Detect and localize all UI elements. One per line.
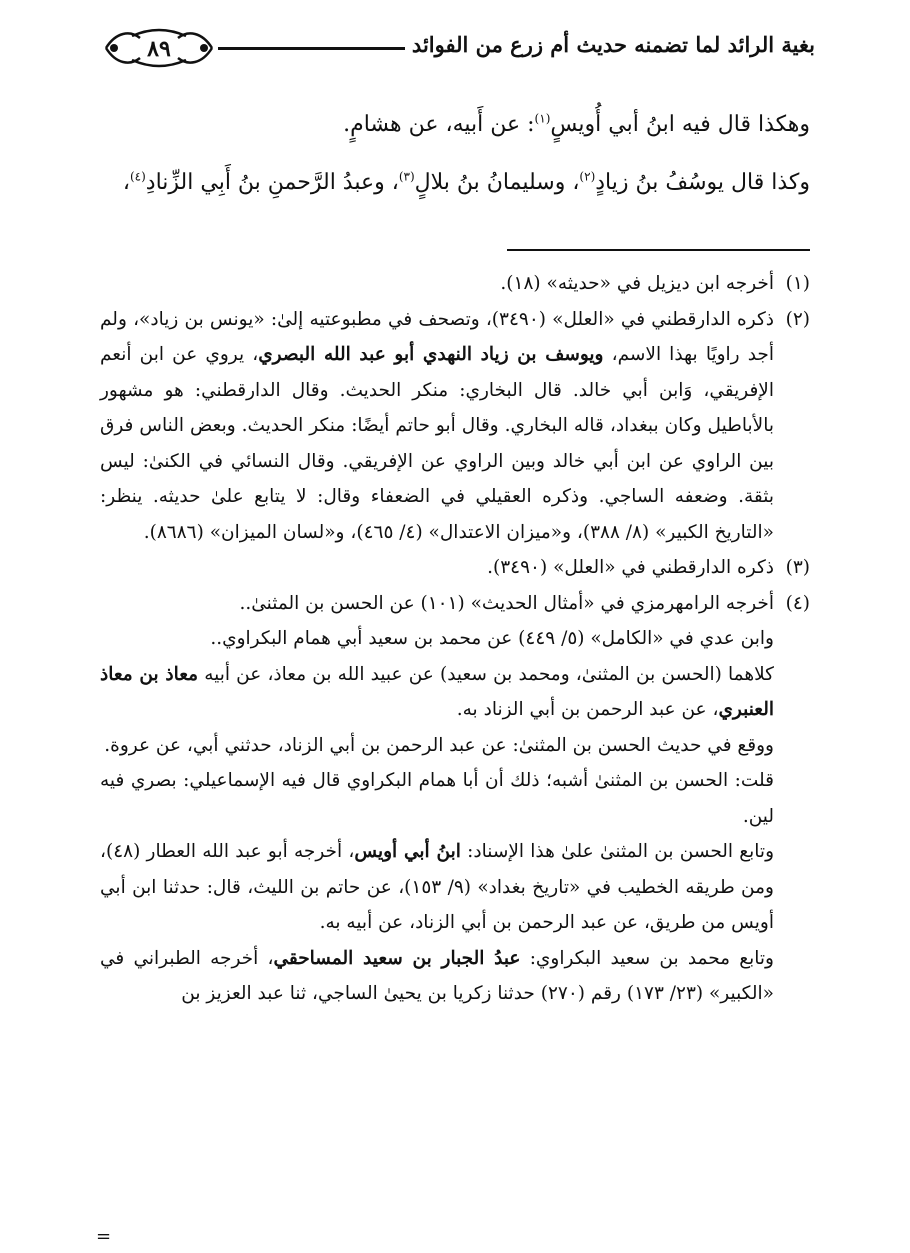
footnote-ref: (١) (534, 111, 551, 126)
footnote-ref: (٤) (129, 169, 146, 184)
footnote-2: (٢) ذكره الدارقطني في «العلل» (٣٤٩٠)، وتصحف في مطبوعتيه إلىٰ: «يونس بن زياد»، ولم أجد راويًا بهذا الاسم، ويوسف بن زياد النهدي أبو عبد الله البصري، يروي عن ابن أنعم الإفريقي، وَابن أبي خالد. قال البخاري: منكر الحديث. وقال الدارقطني: هو مشهور بالأباطيل وكان ببغداد، قاله البخاري. وقال أبو حاتم أيضًا: منكر الحديث. وبعض الناس فرق بين الراوي عن ابن أبي خالد وبين الراوي عن الإفريقي. وقال النسائي في الكنىٰ: ليس بثقة. وضعفه الساجي. وذكره العقيلي في الضعفاء وقال: لا يتابع علىٰ حديثه. ينظر: «التاريخ الكبير» (٨/ ٣٨٨)، و«ميزان الاعتدال» (٤/ ٤٦٥)، و«لسان الميزان» (٨٦٨٦). (100, 302, 810, 551)
footnote-1: (١) أخرجه ابن ديزيل في «حديثه» (١٨). (100, 266, 810, 302)
main-line-1: وهكذا قال فيه ابنُ أبي أُويسٍ$^{(١)}$: عن أَبيه، عن هشامٍ. (343, 111, 810, 137)
continuation-mark: = (96, 1226, 112, 1247)
footnote-number: (١) (785, 273, 810, 294)
footnote-number: (٢) (785, 308, 810, 330)
footnote-3: (٣) ذكره الدارقطني في «العلل» (٣٤٩٠). (100, 550, 810, 586)
footnote-divider (507, 249, 810, 251)
page-number: ٨٩ (147, 36, 171, 62)
footnote-number: (٣) (785, 557, 810, 578)
footnotes (100, 266, 810, 1012)
main-line-2: وكذا قال يوسُفُ بنُ زيادٍ$^{(٢)}$، وسليمانُ بنُ بلالٍ$^{(٣)}$، وعبدُ الرَّحمنِ بنُ أَبِي الزِّنادِ$^{(٤)}$، (122, 169, 810, 195)
running-header (100, 26, 815, 70)
footnote-ref: (٢) (579, 169, 596, 184)
header-rule (218, 47, 405, 50)
main-text (100, 96, 810, 212)
footnote-number: (٤) (785, 592, 810, 614)
footnote-4: (٤) أخرجه الرامهرمزي في «أمثال الحديث» (١٠١) عن الحسن بن المثنىٰ.. وابن عدي في «الكامل» (٥/ ٤٤٩) عن محمد بن سعيد أبي همام البكراوي.. كلاهما (الحسن بن المثنىٰ، ومحمد بن سعيد) عن عبيد الله بن معاذ، عن أبيه معاذ بن معاذ العنبري، عن عبد الرحمن بن أبي الزناد به. ووقع في حديث الحسن بن المثنىٰ: عن عبد الرحمن بن أبي الزناد، حدثني أبي، عن عروة. قلت: الحسن بن المثنىٰ أشبه؛ ذلك أن أبا همام البكراوي قال فيه الإسماعيلي: بصري فيه لين. وتابع الحسن بن المثنىٰ علىٰ هذا الإسناد: ابنُ أبي أويس، أخرجه أبو عبد الله العطار (٤٨)، ومن طريقه الخطيب في «تاريخ بغداد» (٩/ ١٥٣)، عن حاتم بن الليث، قال: حدثنا ابن أبي أويس من طريق، عن عبد الرحمن بن أبي الزناد، عن أبيه به. وتابع محمد بن سعيد البكراوي: عبدُ الجبار بن سعيد المساحقي، أخرجه الطبراني في «الكبير» (٢٣/ ١٧٣) رقم (٢٧٠) حدثنا زكريا بن يحيىٰ الساجي، ثنا عبد العزيز بن (100, 586, 810, 1012)
header-title: بغية الرائد لما تضمنه حديث أم زرع من الفوائد (411, 32, 815, 57)
page-number-badge (100, 26, 218, 70)
footnote-ref: (٣) (398, 169, 415, 184)
